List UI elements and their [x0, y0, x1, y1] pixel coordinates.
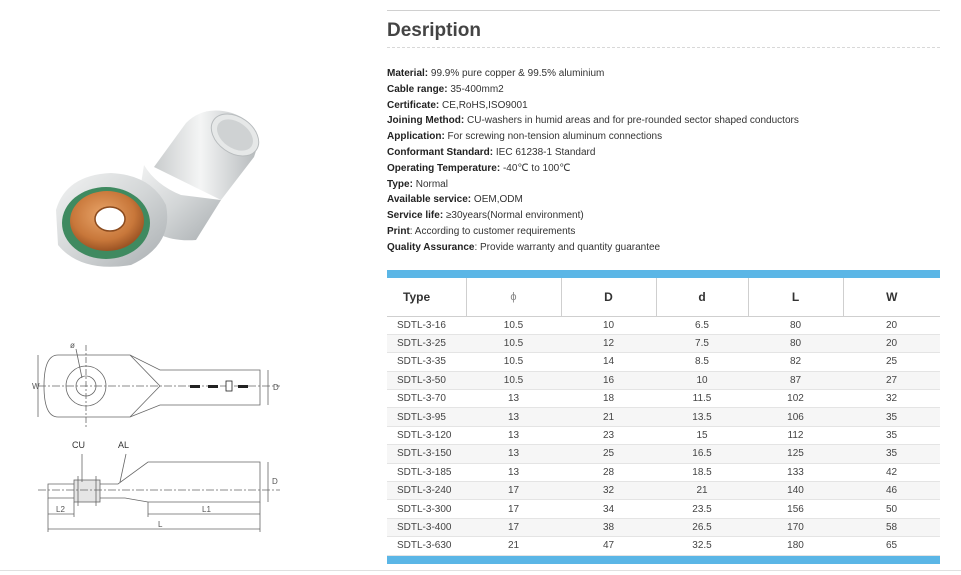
table-row: [387, 371, 940, 389]
cell-w: 46: [843, 482, 940, 500]
spec-quality-assurance: [387, 240, 940, 256]
cell-w: 20: [843, 316, 940, 334]
spec-value: : According to customer requirements: [409, 225, 576, 237]
cell-w: 50: [843, 500, 940, 518]
section-title: Desription: [387, 20, 481, 41]
cell-d-upper: 25: [561, 445, 656, 463]
cell-type: SDTL-3-16: [387, 316, 466, 334]
cell-type: SDTL-3-95: [387, 408, 466, 426]
cell-d-upper: 32: [561, 482, 656, 500]
spec-label: Material:: [387, 68, 429, 79]
table-bottom-bar: [387, 556, 940, 564]
table-row: [387, 445, 940, 463]
cell-l: 170: [748, 518, 843, 536]
cell-phi: 13: [466, 445, 561, 463]
cell-d-lower: 7.5: [656, 334, 748, 352]
cell-d-upper: 21: [561, 408, 656, 426]
cell-type: SDTL-3-120: [387, 426, 466, 444]
table-header-row: [387, 278, 940, 316]
cell-type: SDTL-3-240: [387, 482, 466, 500]
table-row: [387, 500, 940, 518]
spec-label: Joining Method:: [387, 115, 465, 127]
d-side-label: D: [272, 477, 278, 486]
spec-value: 35-400mm2: [447, 83, 504, 95]
cell-l: 112: [748, 426, 843, 444]
table-row: [387, 463, 940, 481]
cell-l: 180: [748, 537, 843, 555]
cu-label: CU: [72, 440, 85, 450]
spec-value: CE,RoHS,ISO9001: [439, 99, 528, 111]
spec-application: [387, 129, 940, 145]
table-row: [387, 316, 940, 334]
table-row: [387, 537, 940, 555]
spec-joining-method: [387, 113, 940, 129]
cell-l: 87: [748, 371, 843, 389]
cell-l: 102: [748, 390, 843, 408]
spec-label: Application:: [387, 131, 445, 143]
cell-l: 125: [748, 445, 843, 463]
spec-value: -40℃ to 100℃: [500, 162, 571, 174]
cell-l: 82: [748, 353, 843, 371]
spec-label: Cable range:: [387, 83, 448, 95]
cell-l: 106: [748, 408, 843, 426]
cell-d-upper: 38: [561, 518, 656, 536]
l2-label: L2: [56, 505, 65, 514]
cell-l: 156: [748, 500, 843, 518]
cell-d-upper: 10: [561, 316, 656, 334]
cell-d-upper: 23: [561, 426, 656, 444]
technical-drawing-top-view: [30, 335, 290, 430]
cell-d-upper: 12: [561, 334, 656, 352]
table-row: [387, 518, 940, 536]
cell-phi: 13: [466, 390, 561, 408]
spec-label: Print: [387, 225, 410, 237]
spec-label: Type:: [387, 178, 413, 190]
spec-value: OEM,ODM: [471, 194, 523, 206]
cell-d-upper: 18: [561, 390, 656, 408]
spec-available-service: [387, 192, 940, 208]
spec-list: [387, 66, 940, 256]
spec-label: Quality Assurance: [387, 241, 475, 253]
bottom-divider: [0, 570, 961, 571]
col-header-w: W: [843, 278, 940, 316]
cell-d-lower: 6.5: [656, 316, 748, 334]
cell-type: SDTL-3-35: [387, 353, 466, 371]
cell-w: 25: [843, 353, 940, 371]
spec-type: [387, 177, 940, 193]
cell-phi: 17: [466, 500, 561, 518]
spec-value: : Provide warranty and quantity guarantee: [474, 241, 661, 253]
cell-d-upper: 47: [561, 537, 656, 555]
cell-phi: 10.5: [466, 334, 561, 352]
cell-type: SDTL-3-70: [387, 390, 466, 408]
cell-phi: 13: [466, 426, 561, 444]
cell-w: 35: [843, 426, 940, 444]
spec-material: [387, 66, 940, 82]
table-row: [387, 482, 940, 500]
table-row: [387, 334, 940, 352]
cell-phi: 10.5: [466, 353, 561, 371]
spec-label: Conformant Standard:: [387, 146, 494, 158]
cell-type: SDTL-3-400: [387, 518, 466, 536]
col-header-d-upper: D: [561, 278, 656, 316]
cell-d-lower: 10: [656, 371, 748, 389]
l1-label: L1: [202, 505, 211, 514]
spec-label: Available service:: [387, 194, 472, 206]
cell-d-lower: 11.5: [656, 390, 748, 408]
col-header-phi: ϕ: [466, 278, 561, 316]
spec-value: For screwing non-tension aluminum connections: [444, 131, 663, 143]
cell-type: SDTL-3-150: [387, 445, 466, 463]
table-row: [387, 390, 940, 408]
cell-w: 35: [843, 445, 940, 463]
col-header-l: L: [748, 278, 843, 316]
cell-l: 133: [748, 463, 843, 481]
cell-phi: 17: [466, 518, 561, 536]
spec-value: CU-washers in humid areas and for pre-rounded sector shaped conductors: [464, 115, 799, 127]
table-row: [387, 426, 940, 444]
al-label: AL: [118, 440, 130, 450]
cell-phi: 10.5: [466, 316, 561, 334]
cell-d-lower: 32.5: [656, 537, 748, 555]
spec-label: Service life:: [387, 210, 444, 222]
cell-w: 20: [843, 334, 940, 352]
title-underline: [387, 47, 940, 48]
spec-value: Normal: [412, 178, 448, 190]
cell-type: SDTL-3-630: [387, 537, 466, 555]
spec-label: Operating Temperature:: [387, 162, 501, 174]
spec-table-container: [387, 270, 940, 564]
spec-value: IEC 61238-1 Standard: [493, 146, 596, 158]
cell-type: SDTL-3-50: [387, 371, 466, 389]
cell-phi: 10.5: [466, 371, 561, 389]
spec-value: ≥30years(Normal environment): [443, 210, 584, 222]
cell-d-lower: 13.5: [656, 408, 748, 426]
d-small-label: D: [273, 383, 279, 392]
cell-d-upper: 28: [561, 463, 656, 481]
spec-table: [387, 278, 940, 556]
col-header-d-lower: d: [656, 278, 748, 316]
cell-d-lower: 18.5: [656, 463, 748, 481]
w-label: W: [32, 382, 40, 391]
spec-service-life: [387, 208, 940, 224]
col-header-type: Type: [387, 278, 466, 316]
cell-phi: 13: [466, 408, 561, 426]
spec-cable-range: [387, 82, 940, 98]
spec-operating-temperature: [387, 161, 940, 177]
table-row: [387, 408, 940, 426]
table-row: [387, 353, 940, 371]
product-photo-cable-lug: [36, 95, 286, 285]
cell-d-lower: 15: [656, 426, 748, 444]
cell-type: SDTL-3-25: [387, 334, 466, 352]
cell-d-upper: 14: [561, 353, 656, 371]
spec-value: 99.9% pure copper & 99.5% aluminium: [428, 68, 605, 79]
cell-d-lower: 8.5: [656, 353, 748, 371]
cell-w: 65: [843, 537, 940, 555]
cell-d-upper: 34: [561, 500, 656, 518]
cell-w: 35: [843, 408, 940, 426]
cell-phi: 21: [466, 537, 561, 555]
cell-d-lower: 16.5: [656, 445, 748, 463]
cell-w: 42: [843, 463, 940, 481]
cell-d-lower: 26.5: [656, 518, 748, 536]
table-top-bar: [387, 270, 940, 278]
cell-phi: 17: [466, 482, 561, 500]
spec-label: Certificate:: [387, 99, 440, 111]
cell-d-lower: 23.5: [656, 500, 748, 518]
cell-l: 80: [748, 316, 843, 334]
cell-w: 32: [843, 390, 940, 408]
top-divider: [387, 10, 940, 11]
spec-print: [387, 224, 940, 240]
cell-type: SDTL-3-300: [387, 500, 466, 518]
spec-conformant-standard: [387, 145, 940, 161]
technical-drawing-side-view: [30, 432, 290, 542]
cell-l: 140: [748, 482, 843, 500]
l-label: L: [158, 520, 163, 529]
phi-label: ø: [70, 341, 75, 350]
cell-phi: 13: [466, 463, 561, 481]
cell-type: SDTL-3-185: [387, 463, 466, 481]
cell-l: 80: [748, 334, 843, 352]
cell-d-upper: 16: [561, 371, 656, 389]
spec-certificate: [387, 98, 940, 114]
left-panel: [0, 0, 300, 575]
cell-w: 27: [843, 371, 940, 389]
cell-d-lower: 21: [656, 482, 748, 500]
cell-w: 58: [843, 518, 940, 536]
